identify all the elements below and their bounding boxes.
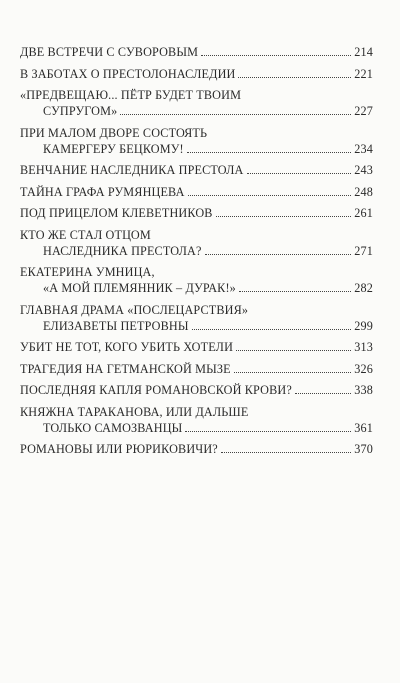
dot-leader (236, 350, 351, 351)
page-number: 234 (354, 141, 373, 156)
dot-leader (238, 77, 351, 78)
toc-entry-title: ТОЛЬКО САМОЗВАНЦЫ (43, 420, 183, 435)
page-number: 261 (354, 206, 373, 220)
toc-entry-title: ПРИ МАЛОМ ДВОРЕ СОСТОЯТЬ (20, 125, 208, 140)
dot-leader (201, 55, 351, 56)
page-number: 326 (354, 361, 373, 376)
page-number: 361 (354, 420, 373, 435)
toc-entry-title: ДВЕ ВСТРЕЧИ С СУВОРОВЫМ (20, 45, 199, 59)
dot-leader (216, 216, 352, 217)
toc-entry-title: ЕЛИЗАВЕТЫ ПЕТРОВНЫ (43, 318, 189, 333)
toc-entry (20, 66, 373, 82)
page-number: 282 (354, 281, 373, 295)
toc-entry-title: НАСЛЕДНИКА ПРЕСТОЛА? (43, 243, 202, 258)
toc-entry (20, 125, 373, 157)
dot-leader (188, 195, 352, 196)
toc-entry-title: ПОСЛЕДНЯЯ КАПЛЯ РОМАНОВСКОЙ КРОВИ? (20, 383, 292, 397)
toc-entry (20, 205, 373, 221)
dot-leader (205, 254, 352, 255)
toc-entry (20, 87, 373, 119)
dot-leader (295, 393, 351, 394)
page-number: 221 (354, 66, 373, 81)
dot-leader (187, 152, 352, 153)
toc-entry-title: СУПРУГОМ» (43, 104, 118, 118)
toc-entry-title: ТРАГЕДИЯ НА ГЕТМАНСКОЙ МЫЗЕ (20, 361, 231, 376)
toc-entry-title: РОМАНОВЫ ИЛИ РЮРИКОВИЧИ? (20, 442, 218, 456)
page-number: 299 (354, 318, 373, 333)
dot-leader (239, 291, 351, 292)
dot-leader (192, 329, 352, 330)
toc-entry-title: ВЕНЧАНИЕ НАСЛЕДНИКА ПРЕСТОЛА (20, 163, 244, 177)
page-number: 313 (354, 340, 373, 354)
toc-entry-title: «ПРЕДВЕЩАЮ... ПЁТР БУДЕТ ТВОИМ (20, 88, 242, 102)
toc-entry (20, 361, 373, 377)
dot-leader (247, 173, 352, 174)
page-number: 271 (354, 243, 373, 258)
table-of-contents (20, 44, 373, 463)
toc-entry (20, 264, 373, 296)
dot-leader (234, 372, 351, 373)
toc-entry-title: УБИТ НЕ ТОТ, КОГО УБИТЬ ХОТЕЛИ (20, 340, 234, 354)
toc-entry-title: ПОД ПРИЦЕЛОМ КЛЕВЕТНИКОВ (20, 206, 213, 220)
dot-leader (185, 431, 351, 432)
toc-entry (20, 227, 373, 259)
toc-entry-title: ТАЙНА ГРАФА РУМЯНЦЕВА (20, 184, 185, 199)
toc-entry-title: КАМЕРГЕРУ БЕЦКОМУ! (43, 141, 184, 156)
toc-entry (20, 382, 373, 398)
toc-entry (20, 302, 373, 334)
toc-entry-title: ЕКАТЕРИНА УМНИЦА, (20, 265, 155, 279)
page-number: 214 (354, 45, 373, 59)
toc-entry-title: ГЛАВНАЯ ДРАМА «ПОСЛЕЦАРСТВИЯ» (20, 302, 249, 317)
page-number: 370 (354, 442, 373, 456)
dot-leader (120, 114, 351, 115)
page-number: 243 (354, 163, 373, 177)
page-number: 227 (354, 104, 373, 118)
toc-entry-title: «А МОЙ ПЛЕМЯННИК – ДУРАК!» (43, 281, 236, 295)
dot-leader (221, 452, 351, 453)
toc-entry-title: В ЗАБОТАХ О ПРЕСТОЛОНАСЛЕДИИ (20, 66, 236, 81)
page-number: 338 (354, 383, 373, 397)
toc-entry (20, 339, 373, 355)
toc-entry-title: КТО ЖЕ СТАЛ ОТЦОМ (20, 227, 151, 242)
toc-entry (20, 184, 373, 200)
toc-entry (20, 441, 373, 457)
toc-entry (20, 44, 373, 60)
toc-entry (20, 404, 373, 436)
toc-entry (20, 162, 373, 178)
page-number: 248 (354, 184, 373, 199)
toc-entry-title: КНЯЖНА ТАРАКАНОВА, ИЛИ ДАЛЬШЕ (20, 404, 249, 419)
